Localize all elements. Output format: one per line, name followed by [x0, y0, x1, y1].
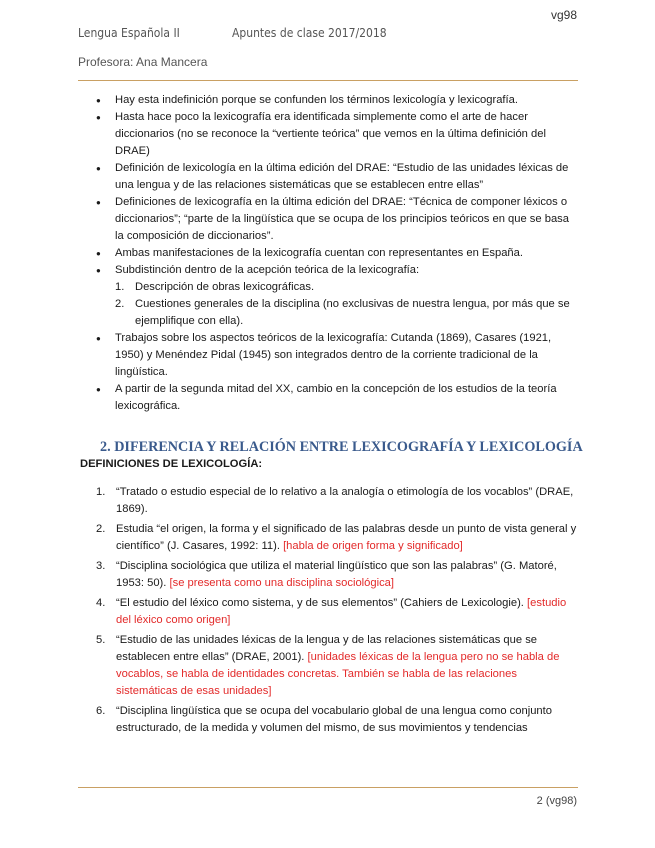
bullet-item: ● Trabajos sobre los aspectos teóricos de la lexicografía: Cutanda (1869), Casares (1921, 1950) y Menéndez Pidal (1945) son integrados dentro de la corriente tradicional de la lingüística.: [96, 330, 580, 381]
header-teacher: Profesora: Ana Mancera: [78, 55, 208, 69]
sub-list-number: 2.: [115, 298, 125, 310]
definition-text: “Disciplina lingüística que se ocupa del vocabulario global de una lengua como conjunto estructurado, de la medida y volumen del mismo, de sus movimientos y tendencias: [116, 705, 552, 734]
bullet-item: ● A partir de la segunda mitad del XX, cambio en la concepción de los estudios de la teoría lexicográfica.: [96, 381, 580, 415]
definition-item: [96, 632, 580, 700]
bullet-text: Subdistinción dentro de la acepción teórica de la lexicografía:: [115, 264, 420, 276]
page-content: [80, 92, 583, 740]
definitions-heading: DEFINICIONES DE LEXICOLOGÍA:: [80, 458, 263, 470]
bullet-list: [96, 92, 580, 415]
definition-note: [unidades léxicas de la lengua pero no se habla de vocablos, se habla de identidades concretas. También se habla de las relaciones sistemáticas de esas unidades]: [116, 651, 560, 697]
definition-number: 6.: [96, 705, 106, 717]
definition-number: 2.: [96, 523, 106, 535]
bullet-item: ● Definición de lexicología en la última edición del DRAE: “Estudio de las unidades léxicas de una lengua y de las relaciones sistemáticas que se establecen entre ellas”: [96, 160, 580, 194]
page-id: vg98: [550, 8, 577, 22]
definition-text: “Estudio de las unidades léxicas de la lengua y de las relaciones sistemáticas que se establecen entre ellas” (DRAE, 2001).: [116, 634, 538, 663]
sub-list-text: Descripción de obras lexicográficas.: [135, 281, 315, 293]
running-header: [78, 26, 387, 40]
definitions-list: [96, 484, 580, 737]
definition-note: [se presenta como una disciplina sociológica]: [169, 577, 394, 589]
footer-rule: [78, 787, 578, 788]
section-title: 2. DIFERENCIA Y RELACIÓN ENTRE LEXICOGRAFÍA Y LEXICOLOGÍA: [100, 439, 583, 455]
bullet-item: ● Hay esta indefinición porque se confunden los términos lexicología y lexicografía.: [96, 92, 580, 109]
bullet-item: ● Definiciones de lexicografía en la última edición del DRAE: “Técnica de componer léxicos o diccionarios”; “parte de la lingüística que se ocupa de los principios teóricos en que se basa la composición de diccionarios”.: [96, 194, 580, 245]
header-rule: [78, 80, 578, 81]
definition-text: “El estudio del léxico como sistema, y de sus elementos” (Cahiers de Lexicologie).: [116, 597, 524, 609]
sub-list-number: 1.: [115, 281, 125, 293]
definition-number: 5.: [96, 634, 106, 646]
definition-item: [96, 703, 580, 737]
definition-item: [96, 484, 580, 518]
definition-note: [estudio del léxico como origen]: [116, 597, 567, 626]
definition-note: [habla de origen forma y significado]: [283, 540, 463, 552]
definition-item: [96, 595, 580, 629]
definition-item: [96, 558, 580, 592]
page-number: 2 (vg98): [536, 795, 577, 807]
definition-item: [96, 521, 580, 555]
sub-list-item: [115, 296, 580, 330]
definition-text: “Disciplina sociológica que utiliza el material lingüístico que son las palabras” (G. Matoré, 1953: 50).: [116, 560, 557, 589]
definition-text: “Tratado o estudio especial de lo relativo a la analogía o etimología de los vocablos” (DRAE, 1869).: [116, 486, 574, 515]
definition-number: 4.: [96, 597, 106, 609]
header-subject: Lengua Española II: [78, 26, 180, 40]
header-notes: Apuntes de clase 2017/2018: [232, 26, 387, 40]
bullet-item: ● Hasta hace poco la lexicografía era identificada simplemente como el arte de hacer diccionarios (no se reconoce la “vertiente teórica” que vemos en la última definición del DRAE): [96, 109, 580, 160]
definition-number: 1.: [96, 486, 106, 498]
sub-list-item: [115, 279, 580, 296]
sub-list-text: Cuestiones generales de la disciplina (no exclusivas de nuestra lengua, por más que se ejemplifique con ella).: [135, 298, 570, 327]
definition-text: Estudia “el origen, la forma y el significado de las palabras desde un punto de vista general y científico” (J. Casares, 1992: 11).: [116, 523, 577, 552]
bullet-item-subdistinction: [96, 262, 580, 330]
bullet-item: ● Ambas manifestaciones de la lexicografía cuentan con representantes en España.: [96, 245, 580, 262]
sub-list: [115, 279, 580, 330]
definition-number: 3.: [96, 560, 106, 572]
